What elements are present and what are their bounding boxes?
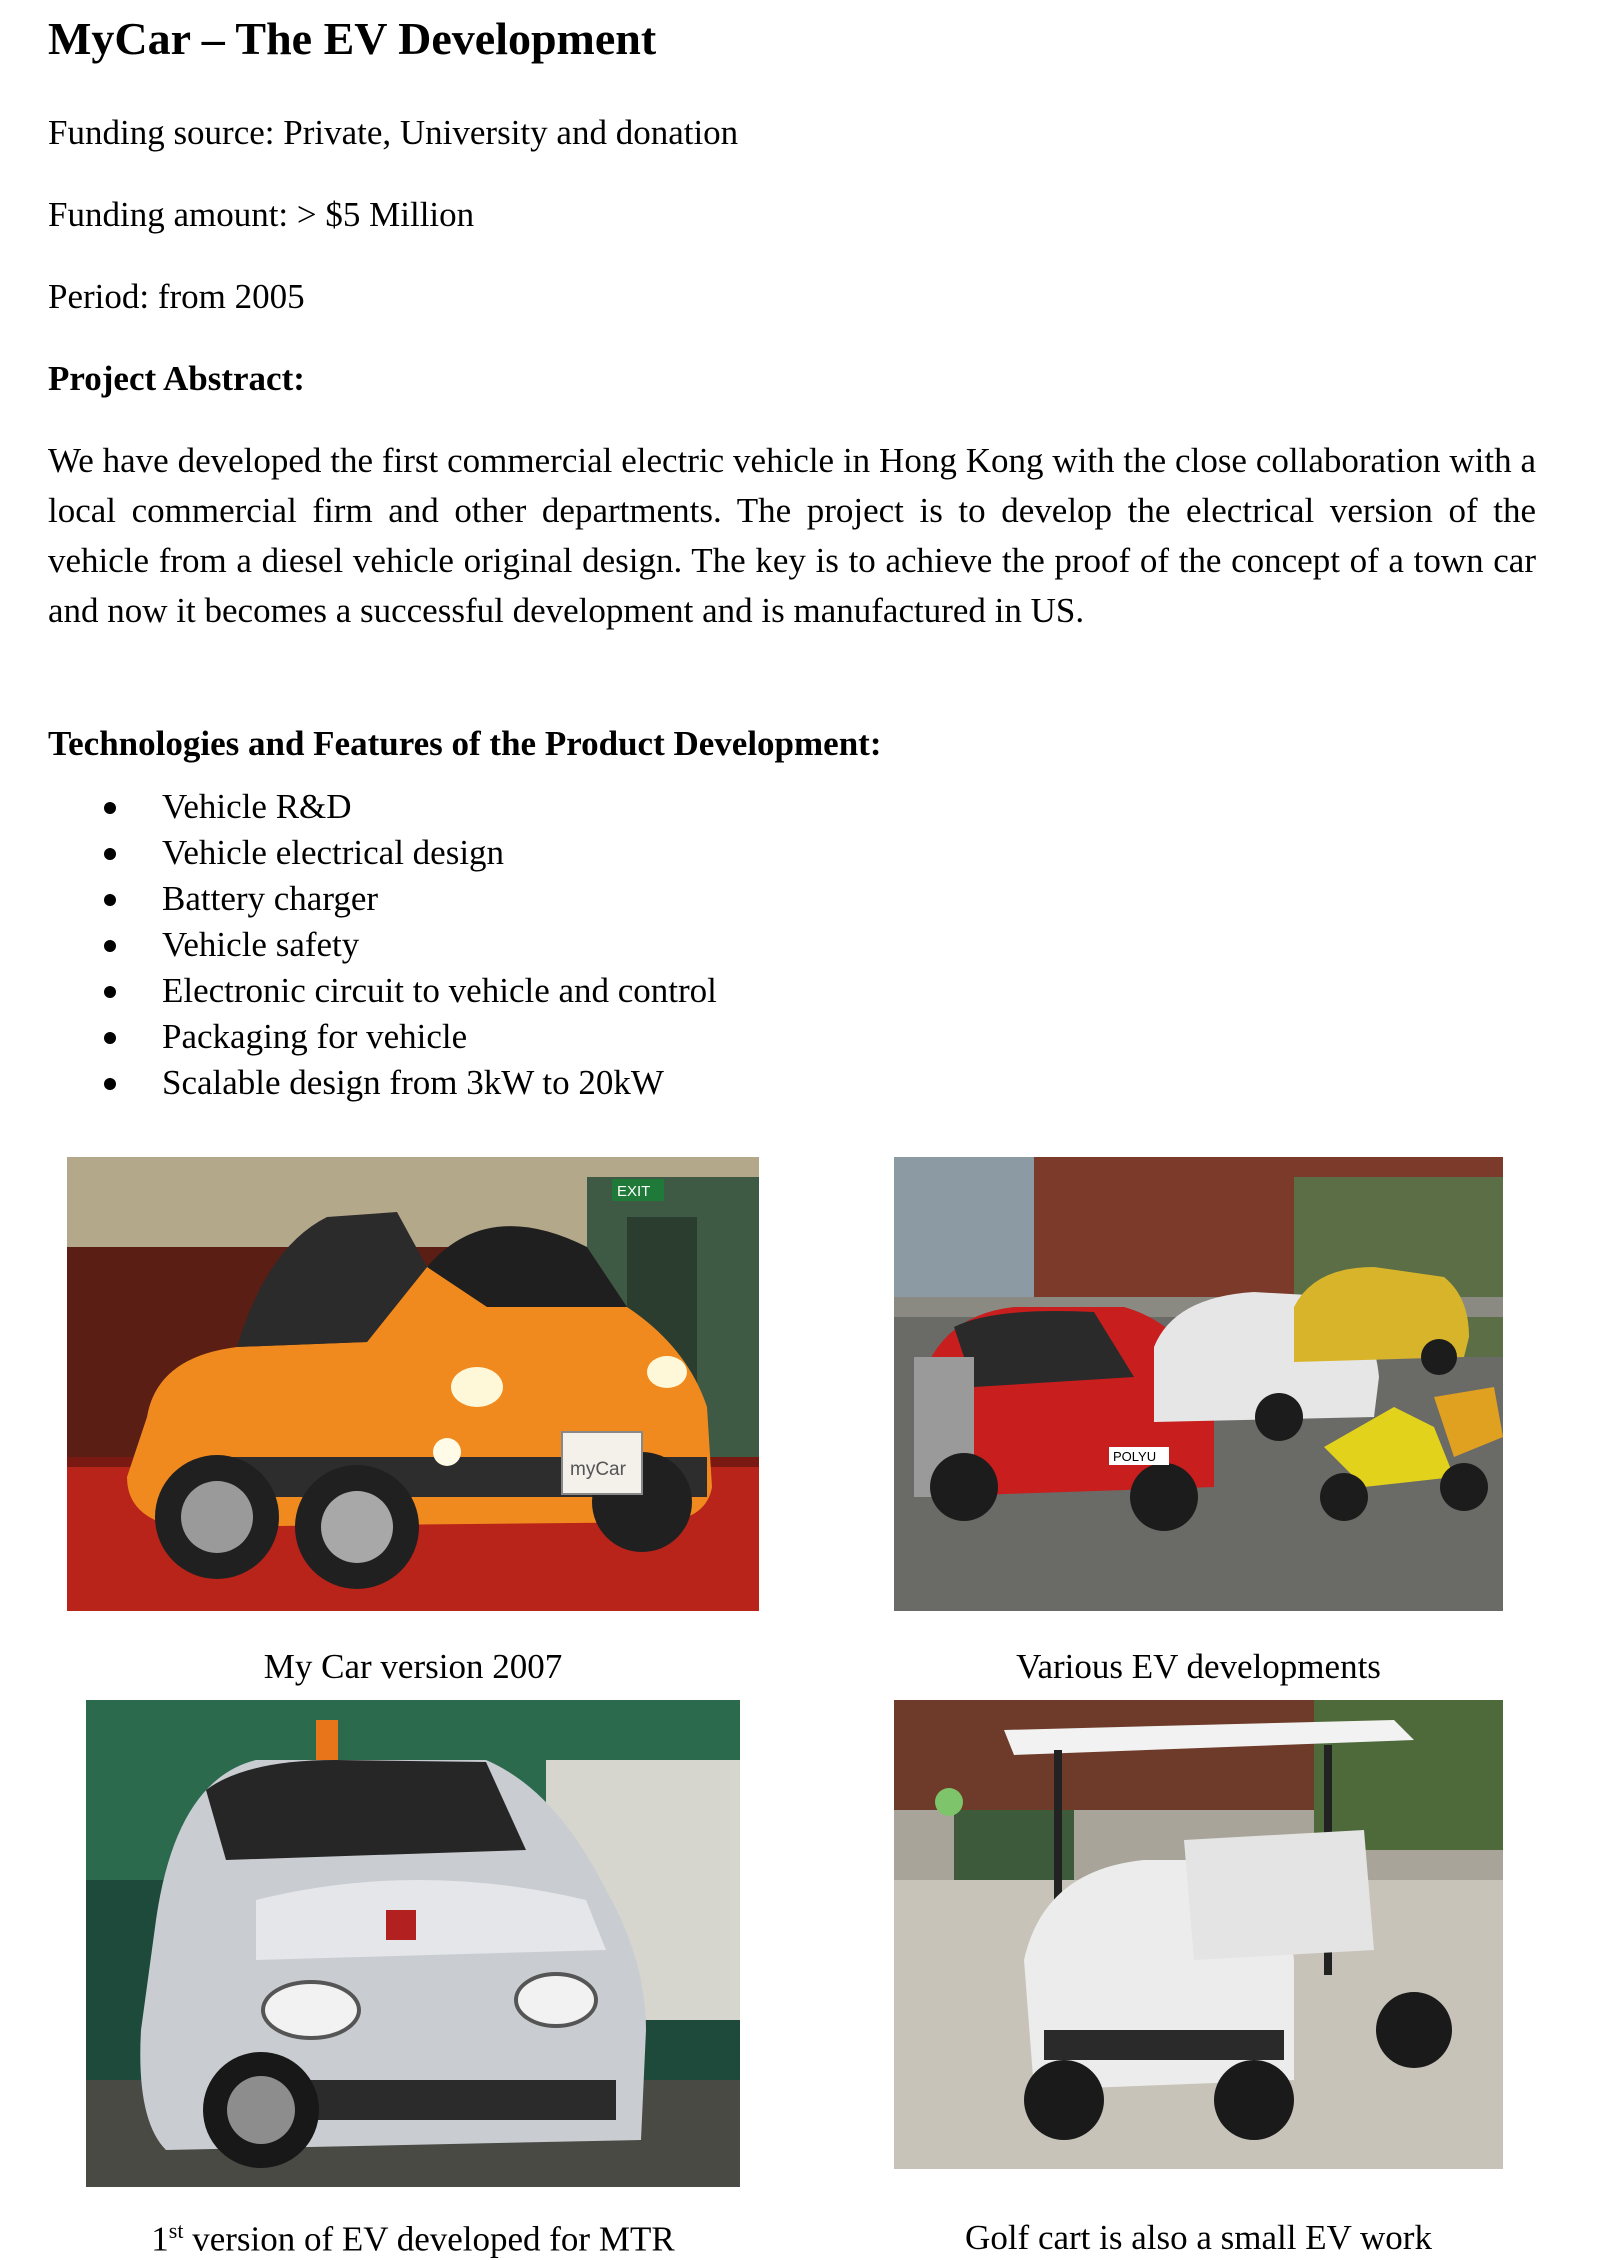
abstract-heading: Project Abstract: — [48, 359, 305, 398]
list-item: Packaging for vehicle — [48, 1014, 717, 1060]
list-item: Electronic circuit to vehicle and control — [48, 968, 717, 1014]
features-heading: Technologies and Features of the Product Development: — [48, 724, 882, 763]
funding-amount: Funding amount: > $5 Million — [48, 195, 475, 234]
abstract-text: We have developed the first commercial electric vehicle in Hong Kong with the close collaboration with a local commercial firm and other departments. The project is to develop the electrical version of the vehicle from a diesel vehicle original design. The key is to achieve the proof of the concept of a town car and now it becomes a successful development and is manufactured in US. — [48, 441, 1536, 630]
photo-various-ev — [894, 1157, 1503, 1611]
photo-mycar-2007 — [67, 1157, 759, 1611]
photo-golf-cart — [894, 1700, 1503, 2169]
exit-sign-text: EXIT — [617, 1183, 651, 1200]
list-item: Scalable design from 3kW to 20kW — [48, 1060, 717, 1106]
list-item: Vehicle safety — [48, 922, 717, 968]
caption-photo-2: Various EV developments — [1016, 1647, 1381, 1686]
list-item: Vehicle electrical design — [48, 830, 717, 876]
list-item: Battery charger — [48, 876, 717, 922]
caption-photo-3: 1st version of EV developed for MTR — [151, 2218, 675, 2259]
mycar-badge-text: myCar — [570, 1459, 626, 1480]
caption-photo-4: Golf cart is also a small EV work — [965, 2218, 1432, 2257]
photo-mtr-ev — [86, 1700, 740, 2187]
plate-text: POLYU — [1113, 1449, 1157, 1464]
period: Period: from 2005 — [48, 277, 305, 316]
features-list — [48, 784, 717, 1106]
page-title: MyCar – The EV Development — [48, 13, 657, 64]
caption-photo-1: My Car version 2007 — [263, 1647, 563, 1686]
list-item: Vehicle R&D — [48, 784, 717, 830]
funding-source: Funding source: Private, University and donation — [48, 113, 739, 152]
